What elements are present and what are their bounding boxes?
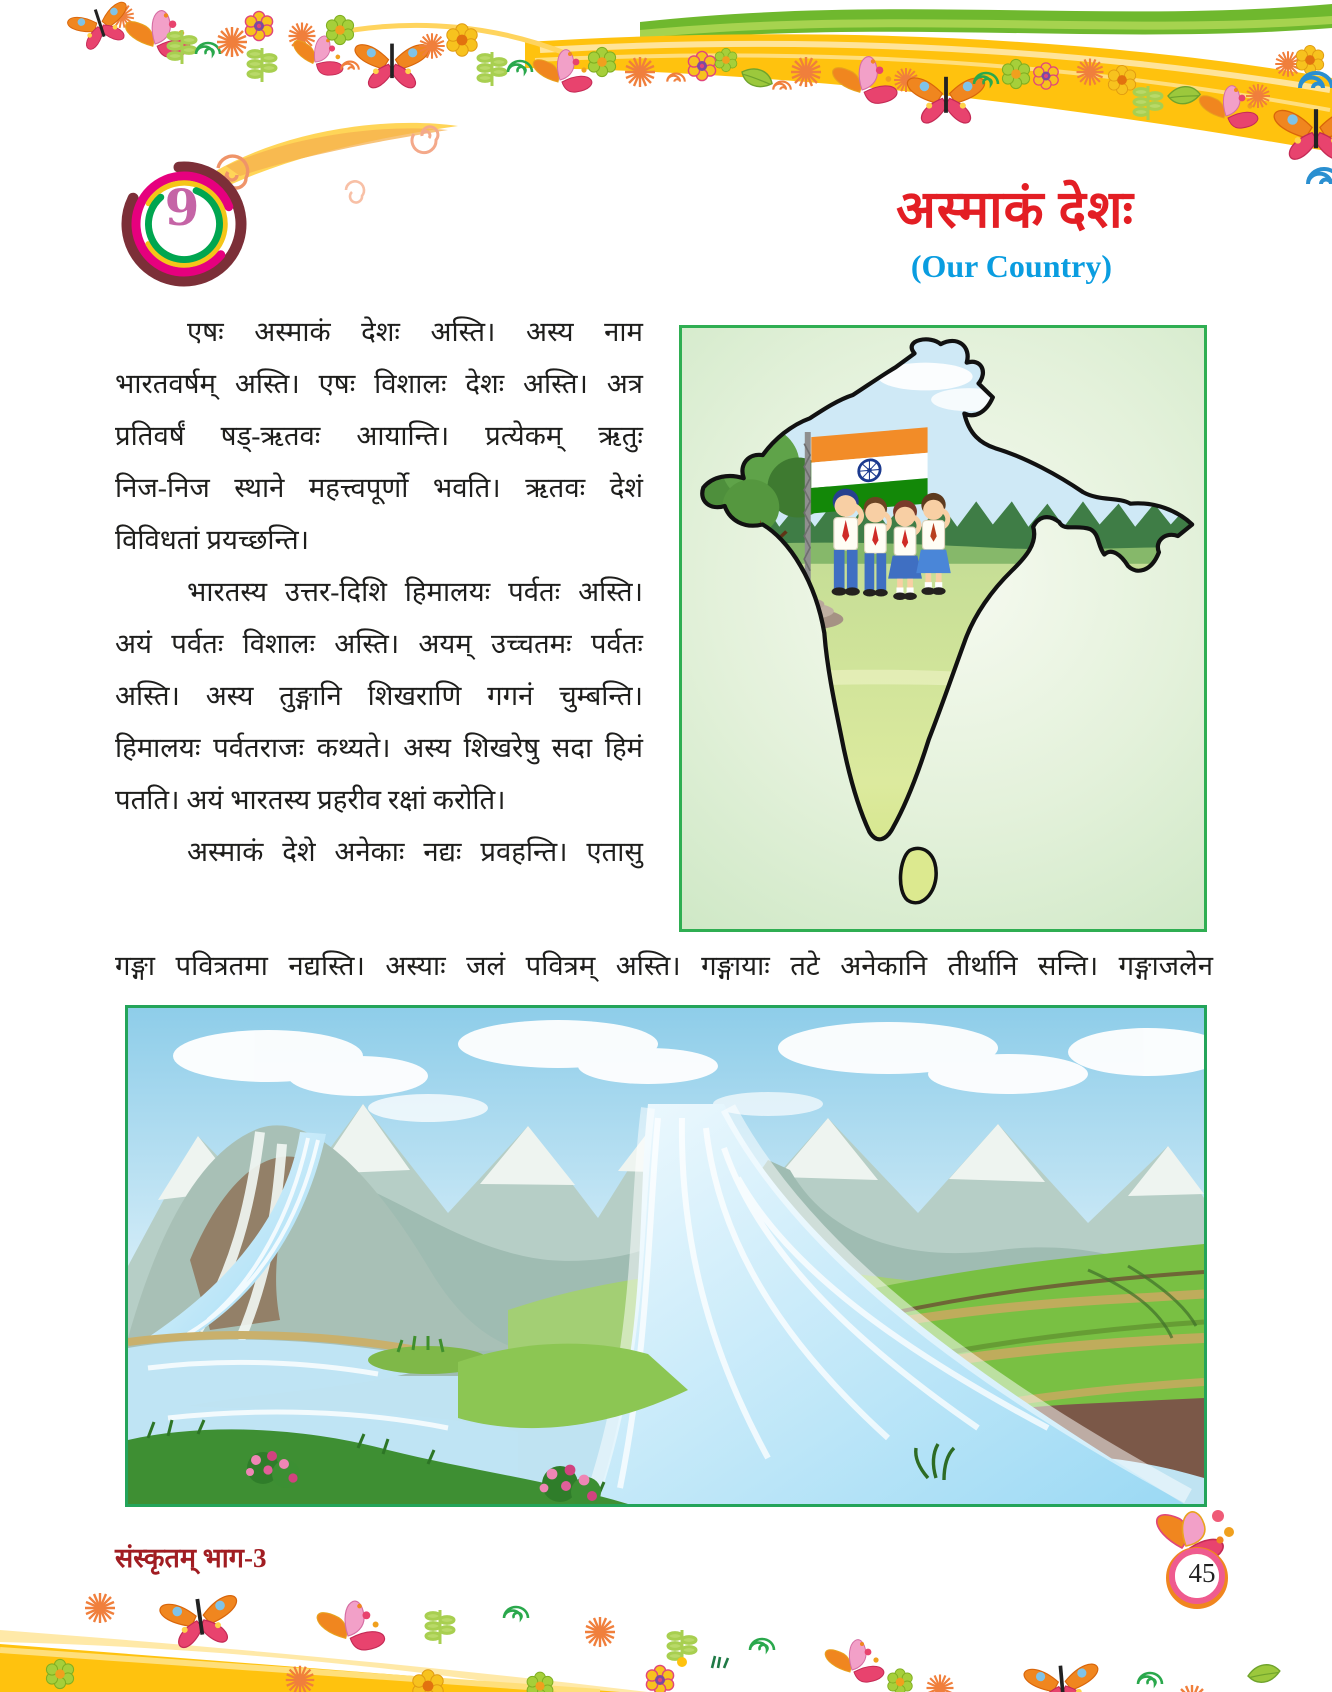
text-line: भारतवर्षम् अस्ति। एषः विशालः देशः अस्ति। अत्र bbox=[115, 368, 643, 399]
text-line: विविधतां प्रयच्छन्ति। bbox=[115, 524, 310, 555]
footer-book-title: संस्कृतम् भाग-3 bbox=[115, 1543, 267, 1573]
text-line: भारतस्य उत्तर-दिशि हिमालयः पर्वतः अस्ति। bbox=[187, 576, 643, 607]
text-line: प्रतिवर्षं षड्-ऋतवः आयान्ति। प्रत्येकम् ऋतुः bbox=[115, 420, 643, 451]
text-line: हिमालयः पर्वतराजः कथ्यते। अस्य शिखरेषु सदा हिमं bbox=[115, 732, 643, 763]
grass-mark bbox=[712, 1656, 728, 1668]
india-map-illustration bbox=[679, 325, 1207, 932]
text-line: पतति। अयं भारतस्य प्रहरीव रक्षां करोति। bbox=[115, 784, 506, 815]
text-line: अस्ति। अस्य तुङ्गानि शिखराणि गगनं चुम्बन्ति। bbox=[115, 680, 643, 711]
text-line-full-width: गङ्गा पवित्रतमा नद्यस्ति। अस्याः जलं पवित्रम् अस्ति। गङ्गायाः तटे अनेकानि तीर्थानि सन्ति। गङ्गाजलेन bbox=[115, 950, 1213, 981]
lesson-text-column bbox=[115, 306, 643, 878]
text-line: एषः अस्माकं देशः अस्ति। अस्य नाम bbox=[187, 316, 643, 347]
chapter-number: 9 bbox=[164, 178, 200, 237]
chapter-subtitle: (Our Country) bbox=[910, 248, 1112, 284]
flower-bush bbox=[540, 1465, 601, 1504]
chapter-title: अस्माकं देशः bbox=[896, 182, 1134, 239]
text-line: अयं पर्वतः विशालः अस्ति। अयम् उच्चतमः पर्वतः bbox=[115, 628, 643, 659]
page-number: 45 bbox=[1188, 1558, 1216, 1588]
bottom-decorative-border bbox=[0, 1560, 1332, 1692]
text-line: अस्माकं देशे अनेकाः नद्यः प्रवहन्ति। एतासु bbox=[187, 836, 643, 867]
ganga-landscape-illustration bbox=[125, 1005, 1207, 1507]
sri-lanka-island bbox=[900, 848, 936, 902]
text-line: निज-निज स्थाने महत्त्वपूर्णो भवति। ऋतवः देशं bbox=[115, 472, 643, 503]
map-inner-scene bbox=[682, 328, 1204, 929]
